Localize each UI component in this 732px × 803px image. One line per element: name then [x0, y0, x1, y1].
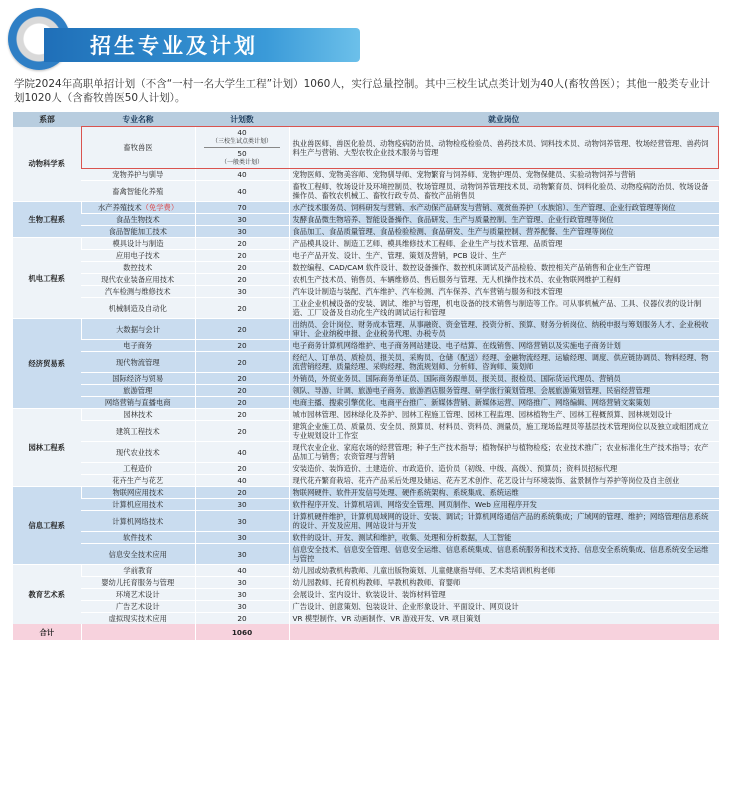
- major-name: 网络营销与直播电商: [104, 398, 171, 407]
- major-name: 国际经济与贸易: [112, 374, 164, 383]
- jobs-cell: VR 模型制作、VR 动画制作、VR 游戏开发、VR 项目策划: [289, 613, 719, 625]
- major-name: 虚拟现实技术应用: [108, 614, 167, 623]
- table-row: [13, 262, 719, 274]
- plan-cell: 20: [195, 421, 289, 442]
- plan-cell: 20: [195, 352, 289, 373]
- plan-cell: 40: [195, 169, 289, 181]
- jobs-cell: 物联网硬件、软件开发信号处理、硬件系统架构、系统集成、系统运维: [289, 487, 719, 499]
- table-row: [13, 421, 719, 442]
- header-major: 专业名称: [81, 112, 195, 127]
- major-cell: [81, 409, 195, 421]
- plan-split: [199, 128, 286, 167]
- plan-cell: 30: [195, 532, 289, 544]
- major-cell: [81, 544, 195, 565]
- major-name: 应用电子技术: [115, 251, 160, 260]
- table-row: [13, 127, 719, 169]
- table-row: [13, 577, 719, 589]
- plan-cell: 20: [195, 238, 289, 250]
- jobs-cell: 会展设计、室内设计、软装设计、装饰材料管理: [289, 589, 719, 601]
- table-row: [13, 532, 719, 544]
- total-label: 合计: [13, 624, 81, 640]
- plan-divider: [204, 147, 280, 148]
- major-name: 婴幼儿托育服务与管理: [101, 578, 175, 587]
- jobs-cell: 畜牧工程师、牧场设计及环境控制员、牧场管理员、动物饲养管理技术员、动物繁育员、饲料化验员、动物疫病防治员、牧场设备操作员、畜牧农机械工、畜牧行政专员、畜牧产品销售员: [289, 181, 719, 202]
- dept-cell: 教育艺术系: [13, 565, 81, 625]
- major-name: 建筑工程技术: [115, 426, 160, 436]
- major-name: 计算机应用技术: [112, 500, 164, 509]
- table-row: [13, 601, 719, 613]
- total-spacer: [81, 624, 195, 640]
- table-header-row: [13, 112, 719, 127]
- major-name: 学前教育: [123, 566, 153, 575]
- plan-a-note: （三校生试点类计划）: [211, 138, 272, 145]
- major-name: 现代农业技术: [115, 447, 160, 457]
- table-row: [13, 499, 719, 511]
- plan-cell: 20: [195, 319, 289, 340]
- major-cell: [81, 487, 195, 499]
- plan-cell: 30: [195, 544, 289, 565]
- header-dept: 系部: [13, 112, 81, 127]
- major-cell: [81, 262, 195, 274]
- major-name: 工程造价: [123, 464, 153, 473]
- header-plan: 计划数: [195, 112, 289, 127]
- major-name: 大数据与会计: [116, 324, 160, 334]
- major-cell: [81, 202, 195, 214]
- major-cell: [81, 565, 195, 577]
- major-name: 信息安全技术应用: [108, 549, 167, 559]
- plan-cell: [195, 127, 289, 169]
- plan-cell: 30: [195, 226, 289, 238]
- jobs-cell: 建筑企业施工员、质量员、安全员、预算员、材料员、资料员、测量员，施工现场监理员等基层技术管理岗位以及独立或组团成立专业规划设计工作室: [289, 421, 719, 442]
- major-cell: [81, 499, 195, 511]
- jobs-cell: 安装造价、装饰造价、土建造价、市政造价、造价员（初级、中级、高级）、预算员；资料员招标代理: [289, 463, 719, 475]
- table-row: [13, 475, 719, 487]
- major-cell: [81, 340, 195, 352]
- jobs-cell: 电商主播、搜索引擎优化、电商平台推广、新媒体营销、新媒体运营、网络推广、网络编辑、网络营销文案策划: [289, 397, 719, 409]
- table-row: [13, 181, 719, 202]
- major-name: 园林技术: [123, 410, 153, 419]
- plan-cell: 20: [195, 373, 289, 385]
- major-name: 现代农业装备应用技术: [101, 275, 175, 284]
- jobs-cell: 汽车设计制造与装配、汽车维护、汽车检测、汽车保养、汽车营销与服务和技术管理: [289, 286, 719, 298]
- table-row: [13, 511, 719, 532]
- major-cell: [81, 181, 195, 202]
- major-cell: [81, 397, 195, 409]
- plan-cell: 40: [195, 442, 289, 463]
- major-name: 食品生物技术: [115, 215, 160, 224]
- table-row: [13, 373, 719, 385]
- table-row: [13, 463, 719, 475]
- plan-cell: 40: [195, 565, 289, 577]
- plan-cell: 30: [195, 214, 289, 226]
- table-row: [13, 544, 719, 565]
- major-cell: [81, 601, 195, 613]
- jobs-cell: 广告设计、创意策划、包装设计、企业形象设计、平面设计、网页设计: [289, 601, 719, 613]
- table-row: [13, 442, 719, 463]
- jobs-cell: 幼儿园教师、托育机构教师、早教机构教师、育婴师: [289, 577, 719, 589]
- major-name: 物联网应用技术: [112, 488, 164, 497]
- major-name: 宠物养护与驯导: [112, 170, 164, 179]
- major-name: 汽车检测与维修技术: [104, 287, 171, 296]
- major-cell: [81, 352, 195, 373]
- page-header: [8, 6, 368, 72]
- free-tuition-note: （免学费）: [141, 203, 179, 212]
- dept-cell: 动物科学系: [13, 127, 81, 202]
- major-cell: [81, 532, 195, 544]
- major-cell: [81, 169, 195, 181]
- major-name: 现代物流管理: [115, 357, 160, 367]
- major-cell: [81, 463, 195, 475]
- dept-cell: 生物工程系: [13, 202, 81, 238]
- plan-cell: 30: [195, 511, 289, 532]
- table-row: [13, 226, 719, 238]
- jobs-cell: 发酵食品微生物培养、智能设备操作、食品研发、生产与质量控制、生产管理、企业行政管理等岗位: [289, 214, 719, 226]
- jobs-cell: 产品模具设计、制造工艺师、模具维修技术工程师、企业生产与技术管理、品质管理: [289, 238, 719, 250]
- jobs-cell: 食品加工、食品质量管理、食品检验检测、食品研发、生产与质量控制、营养配餐、生产管理等岗位: [289, 226, 719, 238]
- jobs-cell: 农机生产技术员、销售员、车辆维修员、售后服务与管理、无人机操作技术员、农业物联网维护工程师: [289, 274, 719, 286]
- table-row: [13, 340, 719, 352]
- plan-b-note: （一般类计划）: [220, 159, 263, 166]
- jobs-cell: 幼儿园或幼教机构教师、儿童出版物策划、儿童健康指导师、艺术类培训机构老师: [289, 565, 719, 577]
- table-row: [13, 565, 719, 577]
- table-row: [13, 286, 719, 298]
- table-row: [13, 250, 719, 262]
- plan-cell: 20: [195, 340, 289, 352]
- plan-cell: 20: [195, 487, 289, 499]
- jobs-cell: 电子商务计算机网络维护、电子商务网站建设、电子结算、在线销售、网络营销以及实施电子商务计划: [289, 340, 719, 352]
- major-cell: [81, 250, 195, 262]
- major-cell: [81, 421, 195, 442]
- table-row: [13, 385, 719, 397]
- table-row: [13, 274, 719, 286]
- jobs-cell: 数控编程、CAD/CAM 软件设计、数控设备操作、数控机床调试及产品检验、数控相关产品销售和企业生产管理: [289, 262, 719, 274]
- jobs-cell: 外销员，外贸业务员、国际商务单证员、国际商务跟单员、报关员、报检员、国际货运代理员、营销员: [289, 373, 719, 385]
- major-name: 数控技术: [123, 263, 153, 272]
- major-cell: [81, 475, 195, 487]
- plan-b: 50: [237, 149, 247, 158]
- jobs-cell: 领队、导游、计调、旅游电子商务、旅游酒店服务管理、研学旅行策划管理、会展旅游策划管理、民宿经营管理: [289, 385, 719, 397]
- major-cell: [81, 613, 195, 625]
- plan-cell: 20: [195, 397, 289, 409]
- major-name: 畜禽智能化养殖: [112, 186, 164, 196]
- major-cell: [81, 127, 195, 169]
- jobs-cell: 出纳员、会计岗位、财务成本管理、从事融资、资金管理、投资分析、预算、财务分析岗位、纳税申报与筹划服务人才、企业税收审计、企业纳税申报、企业税务代理、办税专员: [289, 319, 719, 340]
- jobs-cell: 信息安全技术、信息安全管理、信息安全运维、信息系统集成、信息系统服务和技术支持、信息安全系统集成、信息系统安全运维与管控: [289, 544, 719, 565]
- dept-cell: 信息工程系: [13, 487, 81, 565]
- major-cell: [81, 577, 195, 589]
- plan-cell: 20: [195, 613, 289, 625]
- page-title: 招生专业及计划: [90, 34, 258, 58]
- major-cell: [81, 589, 195, 601]
- plan-cell: 30: [195, 286, 289, 298]
- plan-cell: 70: [195, 202, 289, 214]
- total-empty: [289, 624, 719, 640]
- major-cell: [81, 298, 195, 319]
- plan-cell: 30: [195, 577, 289, 589]
- major-cell: [81, 274, 195, 286]
- header-jobs: 就业岗位: [289, 112, 719, 127]
- dept-cell: 园林工程系: [13, 409, 81, 487]
- major-cell: [81, 319, 195, 340]
- major-name: 食品智能加工技术: [108, 227, 167, 236]
- intro-paragraph: 学院2024年高职单招计划（不含“一村一名大学生工程”计划）1060人，实行总量控制。其中三校生试点类计划为40人(畜牧兽医）；其他一般类专业计划1020人（含畜牧兽医50人计划）。: [14, 78, 711, 104]
- enrollment-table: [13, 112, 719, 640]
- jobs-cell: 城市园林管理、园林绿化及养护、园林工程施工管理、园林工程监理、园林植物生产、园林工程概预算、园林规划设计: [289, 409, 719, 421]
- table-body: [13, 127, 719, 625]
- table-row: [13, 589, 719, 601]
- jobs-cell: 计算机硬件维护，计算机局域网的设计、安装、调试；计算机网络通信产品的系统集成；广域网的管理、维护；网络管理信息系统的设计、开发及应用、网站设计与开发: [289, 511, 719, 532]
- major-name: 畜牧兽医: [123, 143, 153, 152]
- plan-cell: 30: [195, 499, 289, 511]
- table-row: [13, 214, 719, 226]
- major-cell: [81, 226, 195, 238]
- dept-cell: 机电工程系: [13, 238, 81, 319]
- jobs-cell: 软件的设计、开发、测试和维护，收集、处理和分析数据，人工智能: [289, 532, 719, 544]
- jobs-cell: 电子产品开发、设计、生产、管理、策划及营销，PCB 设计、生产: [289, 250, 719, 262]
- total-value: 1060: [195, 624, 289, 640]
- jobs-cell: 宠物医师、宠物美容师、宠物驯导师、宠物繁育与饲养师、宠物护理员、宠物保健员、实验动物饲养与营销: [289, 169, 719, 181]
- table-row: [13, 319, 719, 340]
- major-name: 模具设计与制造: [112, 239, 164, 248]
- major-name: 计算机网络技术: [112, 516, 164, 526]
- total-row: [13, 624, 719, 640]
- major-name: 水产养殖技术: [97, 203, 142, 212]
- title-banner: [44, 28, 360, 62]
- dept-cell: 经济贸易系: [13, 319, 81, 409]
- table-row: [13, 487, 719, 499]
- jobs-cell: 水产技术服务员、饲料研发与营销、水产动保产品研发与营销、观赏鱼养护（水族馆）、生产管理、企业行政管理等岗位: [289, 202, 719, 214]
- table-row: [13, 613, 719, 625]
- major-cell: [81, 238, 195, 250]
- table-row: [13, 238, 719, 250]
- major-cell: [81, 385, 195, 397]
- plan-cell: 40: [195, 475, 289, 487]
- major-name: 花卉生产与花艺: [112, 476, 164, 485]
- plan-cell: 30: [195, 601, 289, 613]
- jobs-cell: 现代花卉繁育栽培、花卉产品采后处理及储运、花卉艺术创作、花艺设计与环境装饰、盆景制作与养护等岗位及自主创业: [289, 475, 719, 487]
- major-name: 软件技术: [123, 533, 153, 542]
- jobs-cell: 现代农业企业、家庭农场的经营管理；种子生产技术指导；植物保护与植物检疫；农业技术推广；农业标准化生产技术指导；农产品加工与销售；农资管理与营销: [289, 442, 719, 463]
- plan-cell: 30: [195, 589, 289, 601]
- jobs-cell: 执业兽医师、兽医化验员、动物疫病防治员、动物检疫检验员、兽药技术员、饲料技术员、动物饲养管理、牧场经营管理、兽药饲料生产与营销、大型农牧企业技术服务与管理: [289, 127, 719, 169]
- major-name: 广告艺术设计: [115, 602, 160, 611]
- jobs-cell: 工业企业机械设备的安装、调试、维护与管理，机电设备的技术销售与制造等工作。可从事机械产品、工具、仪器仪表的设计制造、工厂设备及自动化生产线的调试运行和管理: [289, 298, 719, 319]
- plan-cell: 20: [195, 463, 289, 475]
- plan-cell: 20: [195, 385, 289, 397]
- table-row: [13, 397, 719, 409]
- jobs-cell: 软件程序开发、计算机培训、网络安全管理、网页制作、Web 应用程序开发: [289, 499, 719, 511]
- major-name: 电子商务: [123, 341, 153, 350]
- plan-cell: 20: [195, 274, 289, 286]
- table-row: [13, 409, 719, 421]
- table-row: [13, 298, 719, 319]
- major-cell: [81, 442, 195, 463]
- major-cell: [81, 373, 195, 385]
- table-row: [13, 352, 719, 373]
- major-cell: [81, 511, 195, 532]
- plan-a: 40: [237, 128, 247, 137]
- jobs-cell: 经纪人、订单员、质检员、报关员、采购员、仓储（配送）经理、金融物流经理、运输经理、调度、供应链协调员、物料经理、物流营销经理、质量经理、采购经理、物流规划师、分析师、咨询师、策划师: [289, 352, 719, 373]
- major-name: 机械制造及自动化: [108, 303, 167, 313]
- table-row: [13, 169, 719, 181]
- plan-cell: 20: [195, 298, 289, 319]
- plan-cell: 20: [195, 250, 289, 262]
- plan-cell: 20: [195, 409, 289, 421]
- major-cell: [81, 214, 195, 226]
- table-row: [13, 202, 719, 214]
- major-name: 环境艺术设计: [115, 590, 160, 599]
- plan-cell: 20: [195, 262, 289, 274]
- plan-cell: 40: [195, 181, 289, 202]
- major-cell: [81, 286, 195, 298]
- major-name: 旅游管理: [123, 386, 153, 395]
